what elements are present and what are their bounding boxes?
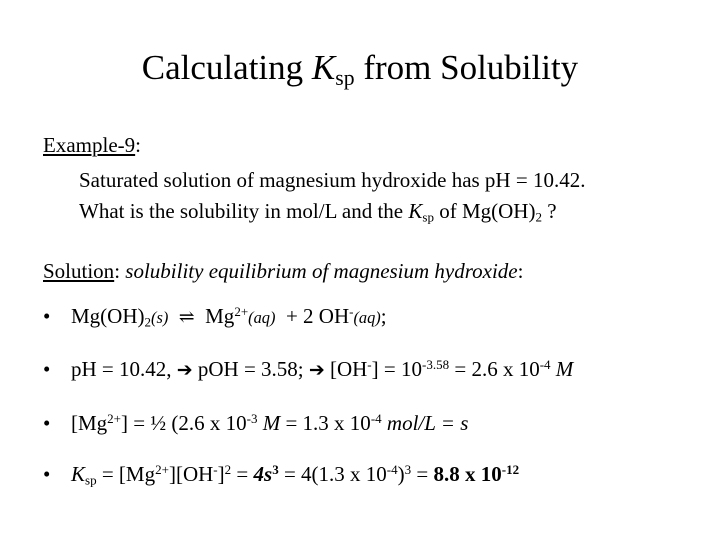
b2-d-sup: -3.58 bbox=[421, 356, 450, 372]
b2-e-sup: -4 bbox=[539, 356, 551, 372]
b1-a-sub: 2 bbox=[144, 314, 152, 330]
b4-k-sub: sp bbox=[85, 472, 97, 488]
b2-e: = 2.6 x 10 bbox=[449, 357, 540, 381]
b4-i-sup: -12 bbox=[501, 461, 520, 477]
b2-f: M bbox=[550, 357, 574, 381]
bullet-ksp bbox=[43, 462, 519, 487]
example-line-1: Saturated solution of magnesium hydroxide has pH = 10.42. bbox=[79, 168, 586, 192]
b3-b-sup: -3 bbox=[246, 410, 258, 426]
bullet-dot: • bbox=[43, 462, 51, 486]
b1-c-sup: - bbox=[349, 303, 354, 319]
solution-text: solubility equilibrium of magnesium hydroxide bbox=[125, 259, 518, 283]
b1-b-sup: 2+ bbox=[234, 303, 249, 319]
b4-f-sup: -4 bbox=[386, 461, 398, 477]
b4-i: 8.8 x 10 bbox=[433, 462, 502, 486]
bullet-mg-concentration bbox=[43, 411, 468, 436]
b1-c: + 2 OH bbox=[285, 304, 350, 328]
b4-e-sup: 3 bbox=[272, 461, 279, 477]
b2-c: [OH bbox=[324, 357, 368, 381]
b4-k: K bbox=[71, 462, 86, 486]
b3-a: [Mg bbox=[71, 411, 108, 435]
bullet-dot: • bbox=[43, 357, 51, 381]
b4-c-sup: 2 bbox=[224, 461, 232, 477]
example-line2-pre: What is the solubility in mol/L and the bbox=[79, 199, 409, 223]
b4-d: = bbox=[231, 462, 254, 486]
b1-end: ; bbox=[380, 304, 387, 328]
b1-a-state: (s) bbox=[151, 308, 169, 327]
b2-d: ] = 10 bbox=[371, 357, 422, 381]
b4-b-sup: - bbox=[213, 461, 218, 477]
b1-c-state: (aq) bbox=[353, 308, 381, 327]
b1-b: Mg bbox=[205, 304, 235, 328]
example-line2-post: ? bbox=[541, 199, 557, 223]
equilibrium-arrow-icon: ⇌ bbox=[178, 307, 195, 328]
example-line2-mid: of Mg(OH) bbox=[433, 199, 536, 223]
b1-a: Mg(OH) bbox=[71, 304, 145, 328]
b4-a: = [Mg bbox=[96, 462, 156, 486]
example-line2-sub: sp bbox=[422, 209, 434, 225]
title-k: K bbox=[311, 48, 336, 87]
b4-c: ] bbox=[217, 462, 225, 486]
example-line-2 bbox=[79, 199, 557, 224]
b2-c-sup: - bbox=[367, 356, 372, 372]
b4-e: 4s bbox=[253, 462, 273, 486]
example-line2-sub2: 2 bbox=[535, 209, 542, 225]
right-arrow-icon: ➔ bbox=[308, 360, 325, 381]
b3-d: = 1.3 x 10 bbox=[280, 411, 371, 435]
solution-colon: : bbox=[114, 259, 126, 283]
b3-b: ] = ½ (2.6 x 10 bbox=[121, 411, 247, 435]
solution-heading bbox=[43, 259, 523, 284]
b1-b-state: (aq) bbox=[248, 308, 276, 327]
b4-b: ][OH bbox=[168, 462, 214, 486]
title-text-end: from Solubility bbox=[354, 48, 579, 87]
b3-e: mol/L = s bbox=[381, 411, 469, 435]
example-heading bbox=[43, 133, 141, 158]
bullet-dot: • bbox=[43, 411, 51, 435]
b2-a: pH = 10.42, bbox=[71, 357, 177, 381]
b2-b: pOH = 3.58; bbox=[192, 357, 309, 381]
b4-g: ) bbox=[397, 462, 405, 486]
b4-f: = 4(1.3 x 10 bbox=[278, 462, 387, 486]
solution-label: Solution bbox=[43, 259, 115, 283]
b3-a-sup: 2+ bbox=[107, 410, 122, 426]
b4-g-sup: 3 bbox=[404, 461, 412, 477]
solution-end: : bbox=[517, 259, 524, 283]
b3-c: M bbox=[257, 411, 281, 435]
bullet-equilibrium bbox=[43, 304, 387, 329]
bullet-dot: • bbox=[43, 304, 51, 328]
b4-h: = bbox=[411, 462, 434, 486]
title-text: Calculating bbox=[141, 48, 312, 87]
bullet-ph bbox=[43, 357, 573, 382]
example-label: Example-9 bbox=[43, 133, 136, 157]
b3-d-sup: -4 bbox=[370, 410, 382, 426]
b4-a-sup: 2+ bbox=[155, 461, 169, 477]
title-sub: sp bbox=[335, 66, 355, 91]
example-colon: : bbox=[135, 133, 141, 157]
slide-title bbox=[0, 48, 720, 91]
right-arrow-icon: ➔ bbox=[176, 360, 193, 381]
example-line2-k: K bbox=[408, 199, 423, 223]
